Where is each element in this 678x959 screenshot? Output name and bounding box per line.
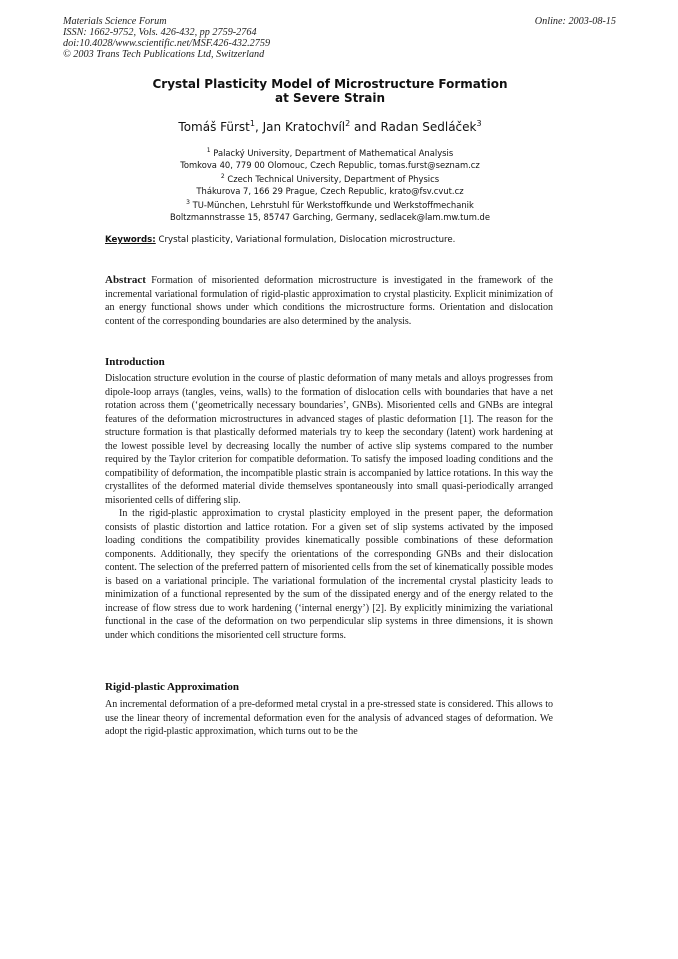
title-line-2: at Severe Strain bbox=[274, 91, 386, 105]
introduction-body bbox=[105, 372, 553, 642]
author-3-sup: 3 bbox=[476, 119, 482, 128]
rigid-plastic-heading: Rigid-plastic Approximation bbox=[105, 681, 239, 693]
introduction-heading: Introduction bbox=[105, 356, 165, 368]
affiliation-3-name: TU-München, Lehrstuhl für Werkstoffkunde und Werkstoffmechanik bbox=[192, 200, 474, 211]
affiliations bbox=[100, 145, 560, 224]
introduction-paragraph-2: In the rigid-plastic approximation to crystal plasticity employed in the present paper, the deformation consists of plastic distortion and lattice rotation. For a given set of slip systems activated by the imposed loading conditions the compatibility provides kinematically possible combinations of these deformation components. Additionally, they specify the orientations of the corresponding GNBs and their dislocation content. The selection of the preferred pattern of misoriented cells from the set of kinematically possible modes is based on a variational principle. The variational formulation of the incremental crystal plasticity leads to minimization of a functional represented by the sum of the dissipated energy and of the energy related to the increase of flow stress due to work hardening (‘internal energy’) [2]. By explicitly minimizing the variational functional in the case of the deformation on two perpendicular slip systems in three dimensions, it is shown under which conditions the misoriented cell structure forms. bbox=[105, 508, 553, 641]
doi-line[interactable]: doi:10.4028/www.scientific.net/MSF.426-432.2759 bbox=[63, 38, 271, 49]
paper-title bbox=[130, 77, 530, 105]
affiliation-1-sup: 1 bbox=[206, 147, 211, 154]
copyright-line: © 2003 Trans Tech Publications Ltd, Switzerland bbox=[63, 49, 265, 60]
keywords bbox=[105, 235, 455, 245]
journal-header bbox=[63, 16, 270, 60]
affiliation-2-sup: 2 bbox=[220, 173, 225, 181]
author-3: Radan Sedláček bbox=[380, 120, 477, 134]
abstract bbox=[105, 274, 553, 328]
affiliation-1-line-2: Tomkova 40, 779 00 Olomouc, Czech Republic, tomas.furst@seznam.cz bbox=[180, 160, 480, 170]
author-2-sup: 2 bbox=[345, 119, 351, 128]
author-sep-1: , bbox=[254, 120, 263, 134]
affiliation-3-line-2: Boltzmannstrasse 15, 85747 Garching, Germany, sedlacek@lam.mw.tum.de bbox=[169, 212, 491, 223]
issn-line: ISSN: 1662-9752, Vols. 426-432, pp 2759-2764 bbox=[63, 27, 257, 38]
affiliation-2-name: Czech Technical University, Department of Physics bbox=[227, 174, 440, 184]
keywords-text: Crystal plasticity, Variational formulation, Dislocation microstructure. bbox=[155, 235, 456, 245]
author-1: Tomáš Fürst bbox=[178, 120, 250, 134]
rigid-plastic-body bbox=[105, 698, 553, 739]
introduction-paragraph-1: Dislocation structure evolution in the course of plastic deformation of many metals and alloys progresses from dipole-loop arrays (tangles, veins, walls) to the formation of dislocation cells with boundaries that have a net rotation across them (‘geometrically necessary boundaries’, GNBs). Misoriented cells and GNBs are integral features of the deformation microstructures in advanced stages of plastic deformation [1]. The reason for the structure formation is that plastically deformed materials try to keep the secondary (latent) work hardening at the lowest possible level by decreasing locally the number of active slip systems compared to the number required by the Taylor criterion for compatible deformation. To satisfy the imposed loading conditions and the compatibility of deformation, the incompatible plastic strain is accompanied by lattice rotations. In this way the crystallites of the deformed material divide themselves spontaneously into small quasi-periodically arranged misoriented cells of differing slip. bbox=[105, 373, 553, 506]
affiliation-3-sup: 3 bbox=[186, 199, 190, 207]
author-list bbox=[100, 119, 560, 134]
abstract-label: Abstract bbox=[105, 274, 146, 286]
author-1-sup: 1 bbox=[249, 119, 255, 128]
affiliation-1-line-1 bbox=[100, 145, 560, 159]
online-date: Online: 2003-08-15 bbox=[534, 16, 616, 27]
title-line-1: Crystal Plasticity Model of Microstructure Formation bbox=[152, 77, 508, 91]
affiliation-2-line-1 bbox=[100, 171, 560, 185]
abstract-text: Formation of misoriented deformation microstructure is investigated in the framework of the incremental variational formulation of rigid-plastic approximation to crystal plasticity. Explicit minimization of an energy functional shows under which conditions the microstructure forms. Orientation and dislocation content of the corresponding boundaries are also determined by the analysis. bbox=[105, 275, 553, 327]
affiliation-2-line-2: Thákurova 7, 166 29 Prague, Czech Republic, krato@fsv.cvut.cz bbox=[196, 186, 464, 197]
affiliation-3-line-1 bbox=[100, 197, 560, 211]
journal-name: Materials Science Forum bbox=[63, 16, 167, 27]
author-2: Jan Kratochvíl bbox=[262, 120, 346, 134]
author-sep-2: and bbox=[350, 120, 381, 134]
keywords-label: Keywords: bbox=[105, 235, 156, 245]
abstract-paragraph bbox=[105, 274, 553, 328]
rigid-plastic-paragraph-1: An incremental deformation of a pre-deformed metal crystal in a pre-stressed state is considered. This allows to use the linear theory of incremental deformation even for the analysis of advanced stages of deformation. We adopt the rigid-plastic approximation, which turns out to be the bbox=[105, 699, 553, 737]
affiliation-1-name: Palacký University, Department of Mathematical Analysis bbox=[213, 147, 454, 158]
